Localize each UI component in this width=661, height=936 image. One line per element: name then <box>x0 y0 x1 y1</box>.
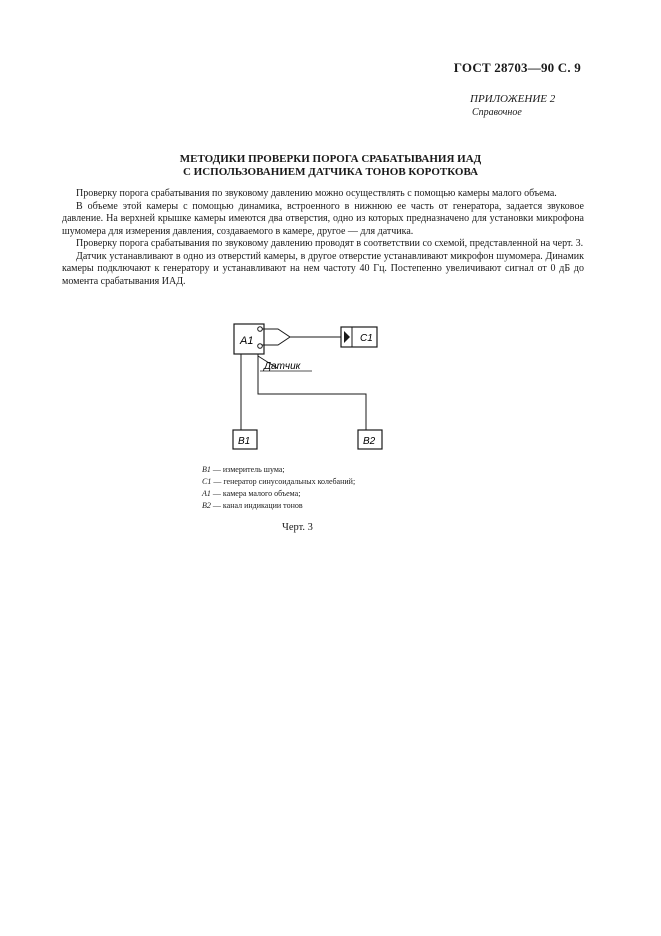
block-b2-label: B2 <box>363 436 376 447</box>
speaker-connector <box>262 329 290 345</box>
figure-caption: Черт. 3 <box>282 522 313 533</box>
block-a1-label: A1 <box>240 335 254 347</box>
appendix-block <box>470 93 555 119</box>
body-text <box>62 188 584 288</box>
block-b1-label: B1 <box>238 436 251 447</box>
generator-output-icon <box>344 331 350 343</box>
legend-item: A1 — камера малого объема; <box>202 489 301 498</box>
figure-legend <box>202 464 355 512</box>
legend-item: B1 — измеритель шума; <box>202 465 285 474</box>
document-code: ГОСТ 28703—90 С. 9 <box>453 60 581 75</box>
opening-top <box>258 327 263 332</box>
opening-bottom <box>258 344 263 349</box>
paragraph: В объеме этой камеры с помощью динамика, встроенного в нижнюю ее часть от генератора, задается звуковое давление. На верхней крышке камеры имеются два отверстия, одно из которых предназначено для установки микрофона шумомера для измерения давления, создаваемого в камере, другое — для датчика. <box>62 200 584 237</box>
appendix-type: Справочное <box>472 107 522 118</box>
legend-item: C1 — генератор синусоидальных колебаний; <box>202 477 356 486</box>
title-line-2: С ИСПОЛЬЗОВАНИЕМ ДАТЧИКА ТОНОВ КОРОТКОВА <box>182 166 479 178</box>
schematic-diagram <box>220 318 400 458</box>
legend-item: B2 — канал индикации тонов <box>202 501 303 510</box>
paragraph: Датчик устанавливают в одно из отверстий камеры, в другое отверстие устанавливают микрофон шумомера. Динамик камеры подключают к генератору и устанавливают на нем частоту 40 Гц. Постепенно увеличивают сигнал от 0 дБ до момента срабатывания ИАД. <box>62 250 584 287</box>
title-line-1: МЕТОДИКИ ПРОВЕРКИ ПОРОГА СРАБАТЫВАНИЯ ИАД <box>179 153 482 165</box>
appendix-label: ПРИЛОЖЕНИЕ 2 <box>470 93 556 105</box>
paragraph: Проверку порога срабатывания по звуковому давлению проводят в соответствии со схемой, представленной на черт. 3. <box>76 238 584 249</box>
paragraph: Проверку порога срабатывания по звуковому давлению можно осуществлять с помощью камеры малого объема. <box>76 188 557 199</box>
sensor-label: Датчик <box>264 361 301 372</box>
section-title <box>0 153 661 179</box>
block-c1-label: C1 <box>360 333 373 344</box>
